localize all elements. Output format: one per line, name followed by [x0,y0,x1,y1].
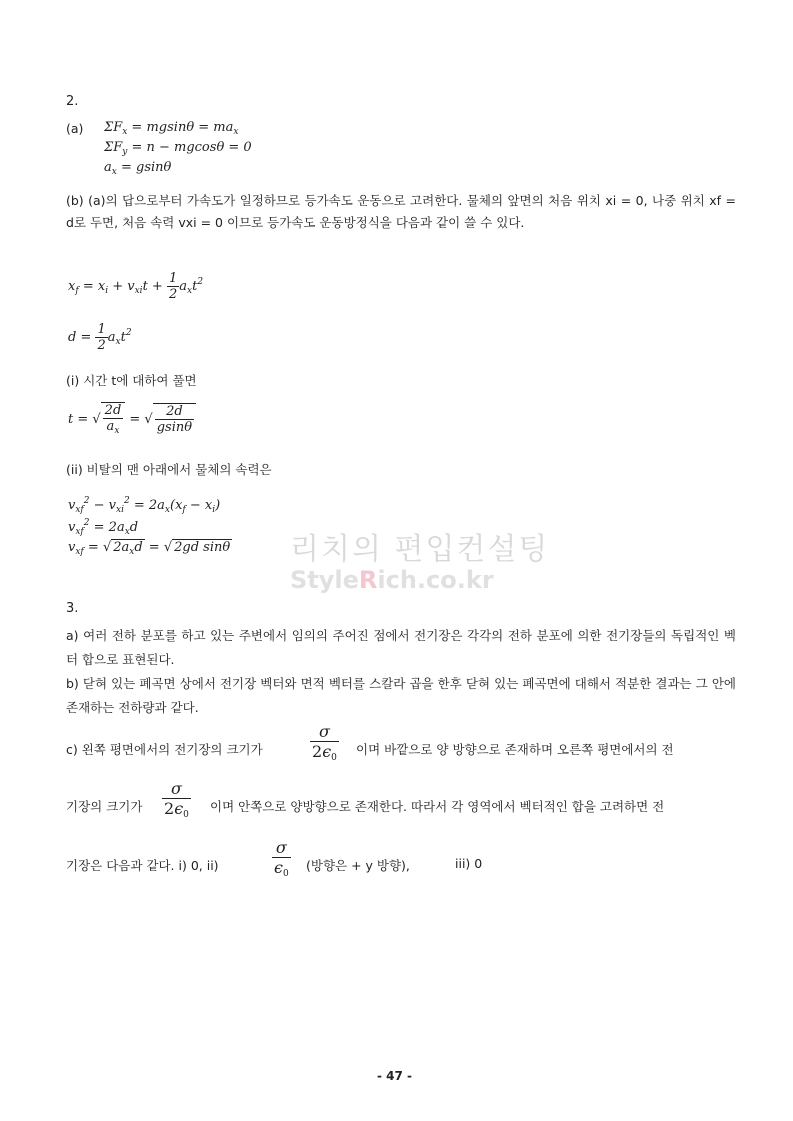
equation-a2: $\Sigma F_y = n - mgcos\theta = 0$ [104,140,252,157]
equation-velocity-1: $v_{xf}^2 - v_{xi}^2 = 2a_x(x_f - x_i)$ [68,496,221,515]
equation-velocity-2: $v_{xf}^2 = 2a_xd$ [68,518,139,537]
equation-kinematics-xf: $x_f = x_i + v_{xi}t$ + $\frac{1}{2}$ $a_xt^2$ [68,271,204,302]
part-c-iii: iii) 0 [455,856,483,871]
fraction-sigma-2eps0-2: $\frac{\sigma}{2\epsilon_0}$ [164,779,189,820]
watermark-korean: 리치의 편입컨설팅 [290,532,550,567]
problem-3-number: 3. [66,601,79,616]
problem-2-number: 2. [66,94,79,109]
part-a-label: (a) [66,121,84,136]
fraction-sigma-2eps0-1: $\frac{\sigma}{2\epsilon_0}$ [312,722,337,763]
equation-time: t = √ $\frac{2d}{a_x}$ = √ $\frac{2d}{gsin\theta}$ [68,402,196,436]
part-c-line2-prefix: 기장의 크기가 [66,799,143,814]
part-b-paragraph: (b) (a)의 답으로부터 가속도가 일정하므로 등가속도 운동으로 고려한다. 물체의 앞면의 처음 위치 xi = 0, 나중 위치 xf = d로 두면, 처음 속력 vxi = 0 이므로 등가속도 운동방정식을 다음과 같이 쓸 수 있다. [66,193,736,230]
watermark-url: StyleRich.co.kr [290,566,494,594]
part-c-line1-prefix: c) 왼쪽 평면에서의 전기장의 크기가 [66,742,263,757]
equation-a3: $a_x = gsin\theta$ [104,160,172,177]
equation-velocity-3: $v_{xf}$ = √ $2a_xd$ = √ 2gd sinθ [68,540,231,557]
part-i-text: (i) 시간 t에 대하여 풀면 [66,373,197,388]
part-c-line3-prefix: 기장은 다음과 같다. i) 0, ii) [66,858,219,873]
part-c-line2-suffix: 이며 안쪽으로 양방향으로 존재한다. 따라서 각 영역에서 벡터적인 합을 고려하면 전 [210,799,665,814]
fraction-sigma-eps0: $\frac{\sigma}{\epsilon_0}$ [274,838,289,879]
part-a-paragraph: a) 여러 전하 분포를 하고 있는 주변에서 임의의 주어진 점에서 전기장은 각각의 전하 분포에 의한 전기장들의 독립적인 벡터 합으로 표현된다. [66,628,736,667]
page-number: - 47 - [377,1069,413,1083]
part-c-direction: (방향은 + y 방향), [306,858,410,873]
part-b-paragraph-3: b) 닫혀 있는 폐곡면 상에서 전기장 벡터와 면적 벡터를 스칼라 곱을 한후 닫혀 있는 폐곡면에 대해서 적분한 결과는 그 안에 존재하는 전하량과 같다. [66,676,736,715]
part-ii-text: (ii) 비탈의 맨 아래에서 물체의 속력은 [66,462,272,477]
equation-a1: $\Sigma F_x = mgsin\theta = ma_x$ [104,120,239,137]
equation-kinematics-d: d = $\frac{1}{2}$ $a_xt^2$ [68,322,132,353]
part-c-line1-suffix: 이며 바깥으로 양 방향으로 존재하며 오른쪽 평면에서의 전 [356,742,674,757]
